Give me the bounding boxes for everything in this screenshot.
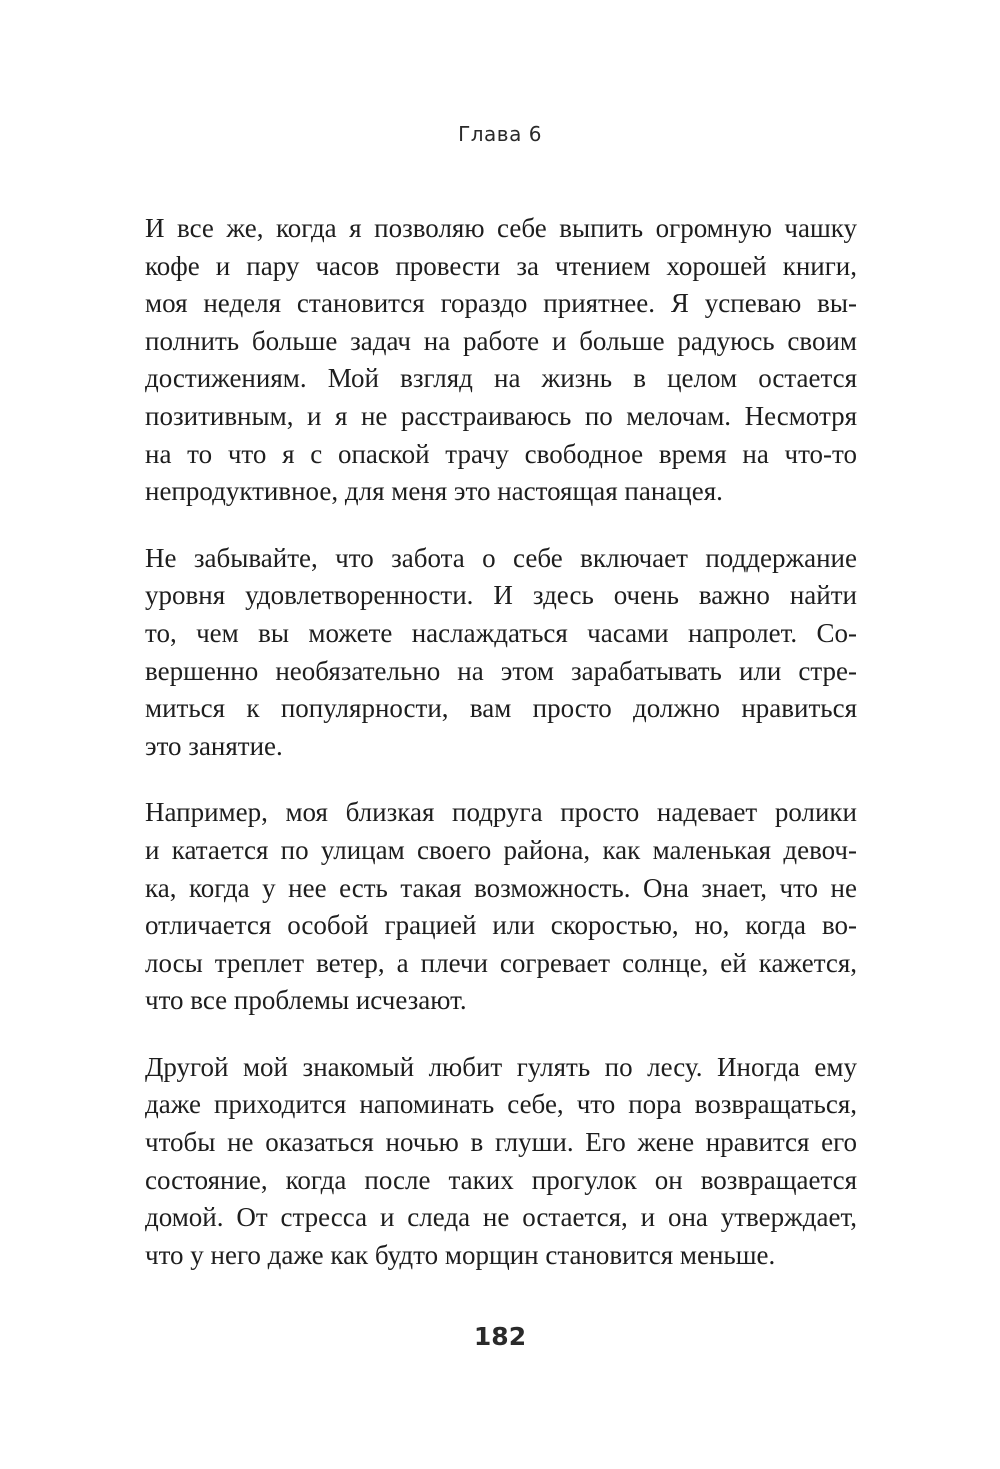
paragraph-gap [145, 511, 857, 540]
text-line: и катается по улицам своего района, как маленькая девоч- [145, 834, 857, 865]
text-line: Например, моя близкая подруга просто надевает ролики [145, 797, 857, 828]
text-line: миться к популярности, вам просто должно нравиться [145, 693, 857, 724]
text-line: это занятие. [145, 730, 283, 761]
text-line: домой. От стресса и следа не остается, и она утверждает, [145, 1202, 857, 1233]
text-line: чтобы не оказаться ночью в глуши. Его жене нравится его [145, 1127, 857, 1158]
text-line: Не забывайте, что забота о себе включает поддержание [145, 542, 857, 573]
text-line: что у него даже как будто морщин становится меньше. [145, 1239, 776, 1270]
body-text [145, 210, 857, 1274]
text-line: ка, когда у нее есть такая возможность. Она знает, что не [145, 872, 857, 903]
text-line: полнить больше задач на работе и больше радуюсь своим [145, 325, 857, 356]
paragraph-gap [145, 765, 857, 794]
text-line: непродуктивное, для меня это настоящая панацея. [145, 476, 723, 507]
text-line: даже приходится напоминать себе, что пора возвращаться, [145, 1089, 857, 1120]
text-line: то, чем вы можете наслаждаться часами напролет. Со- [145, 617, 857, 648]
text-line: на то что я с опаской трачу свободное время на что-то [145, 438, 857, 469]
text-line: состояние, когда после таких прогулок он возвращается [145, 1164, 857, 1195]
paragraph-3 [145, 794, 857, 1020]
text-line: лосы треплет ветер, а плечи согревает солнце, ей кажется, [145, 947, 857, 978]
paragraph-1 [145, 210, 857, 511]
page-number: 182 [473, 1322, 527, 1351]
text-line: достижениям. Мой взгляд на жизнь в целом остается [145, 363, 857, 394]
text-line: позитивным, и я не расстраиваюсь по мелочам. Несмотря [145, 400, 857, 431]
text-line: И все же, когда я позволяю себе выпить огромную чашку [145, 213, 857, 243]
text-line: моя неделя становится гораздо приятнее. Я успеваю вы- [145, 288, 857, 319]
paragraph-gap [145, 1020, 857, 1049]
text-line: вершенно необязательно на этом зарабатывать или стре- [145, 655, 857, 686]
text-line: что все проблемы исчезают. [145, 985, 467, 1016]
text-line: Другой мой знакомый любит гулять по лесу. Иногда ему [145, 1051, 857, 1082]
paragraph-4 [145, 1049, 857, 1275]
text-line: отличается особой грацией или скоростью, но, когда во- [145, 910, 857, 941]
text-line: уровня удовлетворенности. И здесь очень важно найти [145, 580, 857, 611]
text-line: кофе и пару часов провести за чтением хорошей книги, [145, 250, 857, 281]
running-head: Глава 6 [458, 122, 542, 146]
paragraph-2 [145, 540, 857, 766]
